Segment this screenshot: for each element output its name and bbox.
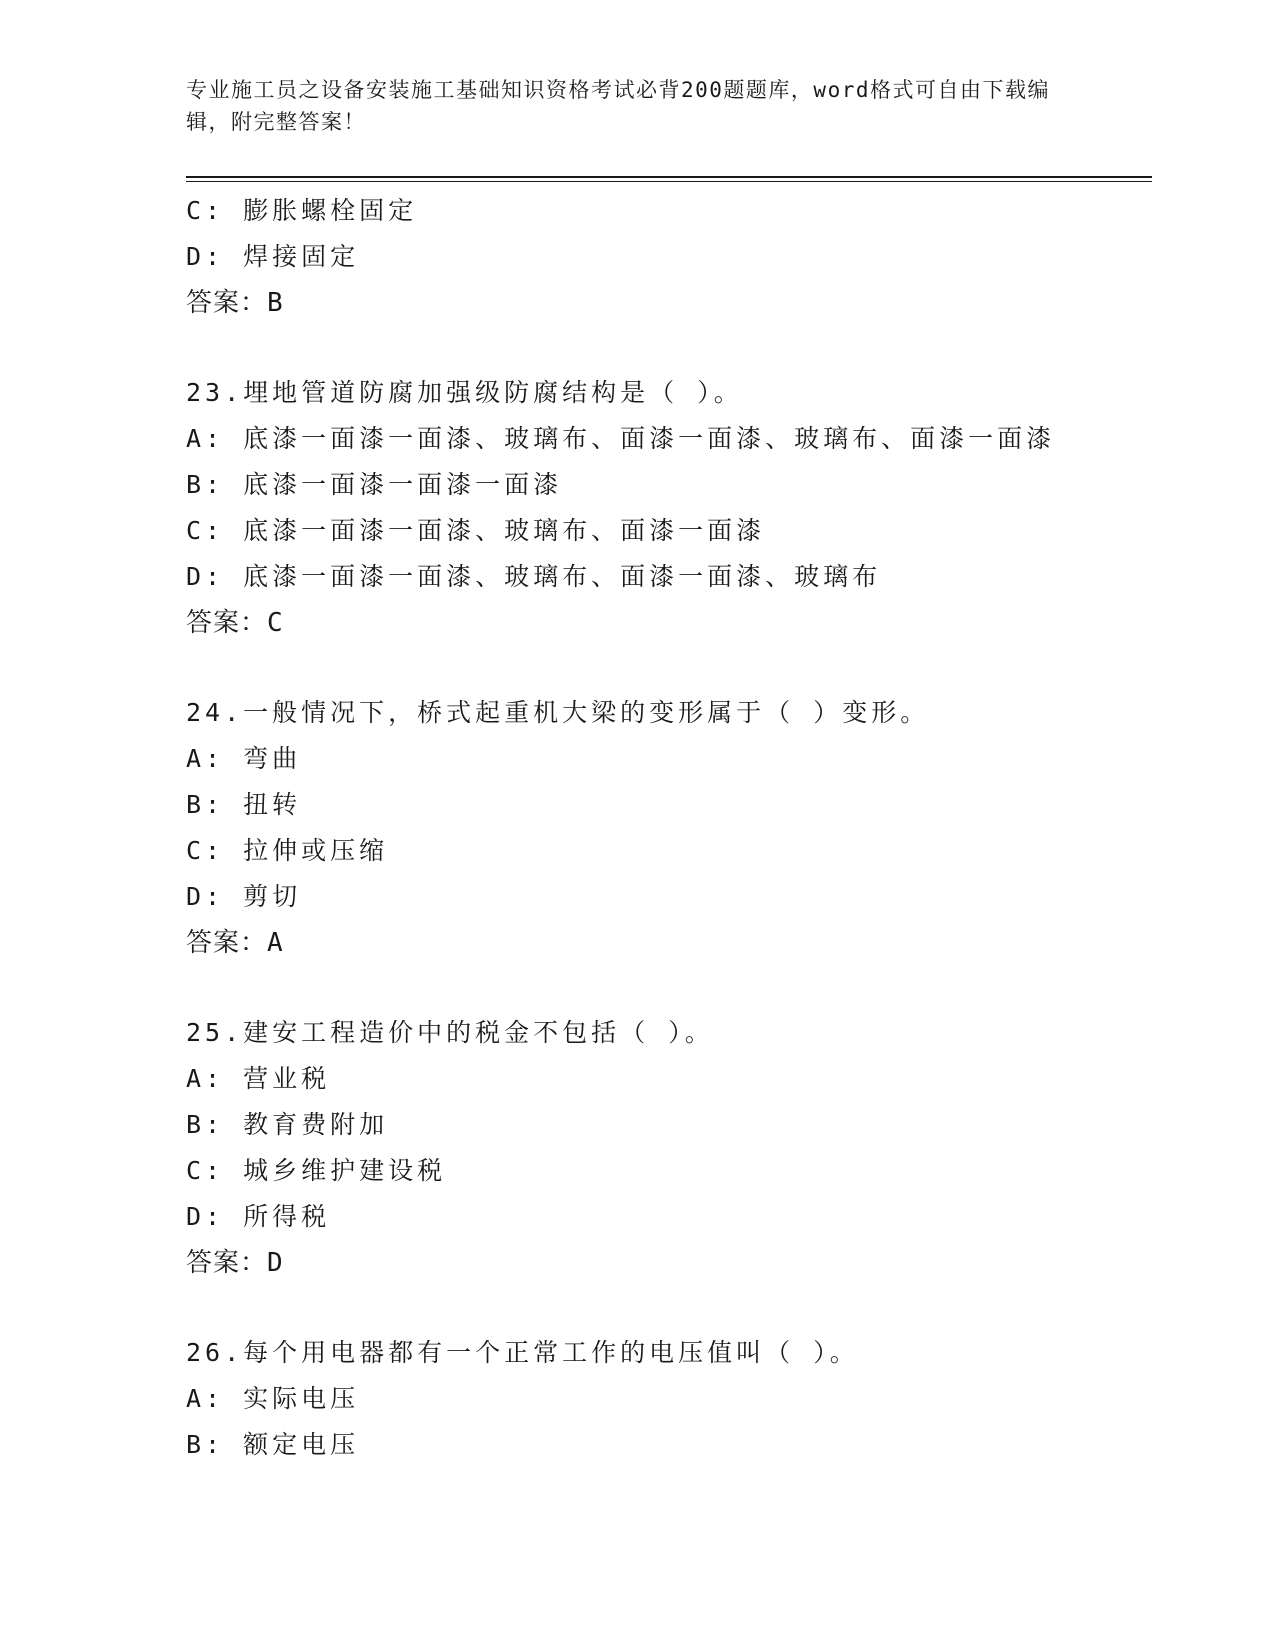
- spacer: [186, 646, 1146, 690]
- question-list: [186, 188, 1146, 1468]
- option-c: C: 膨胀螺栓固定: [186, 196, 418, 225]
- header-divider-thick: [186, 176, 1152, 178]
- spacer: [186, 1286, 1146, 1330]
- question-stem: 23.埋地管道防腐加强级防腐结构是（ ）。: [186, 378, 743, 407]
- question-stem: 25.建安工程造价中的税金不包括（ ）。: [186, 1018, 714, 1047]
- option-a: A: 弯曲: [186, 744, 302, 773]
- question-24: [186, 690, 1146, 966]
- answer-line: 答案：D: [186, 1248, 284, 1278]
- option-d: D: 所得税: [186, 1202, 331, 1231]
- answer-line: 答案：C: [186, 608, 284, 638]
- spacer: [186, 966, 1146, 1010]
- answer-line: 答案：A: [186, 928, 284, 958]
- option-c: C: 拉伸或压缩: [186, 836, 389, 865]
- option-c: C: 底漆一面漆一面漆、玻璃布、面漆一面漆: [186, 516, 766, 545]
- question-23: [186, 370, 1146, 646]
- option-a: A: 实际电压: [186, 1384, 360, 1413]
- option-b: B: 扭转: [186, 790, 302, 819]
- option-d: D: 底漆一面漆一面漆、玻璃布、面漆一面漆、玻璃布: [186, 562, 882, 591]
- option-b: B: 底漆一面漆一面漆一面漆: [186, 470, 563, 499]
- question-26: [186, 1330, 1146, 1468]
- spacer: [186, 326, 1146, 370]
- header-divider-thin: [186, 181, 1152, 182]
- option-b: B: 额定电压: [186, 1430, 360, 1459]
- option-a: A: 底漆一面漆一面漆、玻璃布、面漆一面漆、玻璃布、面漆一面漆: [186, 424, 1056, 453]
- option-c: C: 城乡维护建设税: [186, 1156, 447, 1185]
- option-a: A: 营业税: [186, 1064, 331, 1093]
- option-d: D: 剪切: [186, 882, 302, 911]
- option-b: B: 教育费附加: [186, 1110, 389, 1139]
- question-25: [186, 1010, 1146, 1286]
- question-stem: 24.一般情况下，桥式起重机大梁的变形属于（ ）变形。: [186, 698, 930, 727]
- option-d: D: 焊接固定: [186, 242, 360, 271]
- question-stem: 26.每个用电器都有一个正常工作的电压值叫（ ）。: [186, 1338, 859, 1367]
- carryover-block: [186, 188, 1146, 326]
- document-header: 专业施工员之设备安装施工基础知识资格考试必背200题题库，word格式可自由下载编辑，附完整答案！: [186, 78, 1050, 134]
- answer-line: 答案：B: [186, 288, 284, 318]
